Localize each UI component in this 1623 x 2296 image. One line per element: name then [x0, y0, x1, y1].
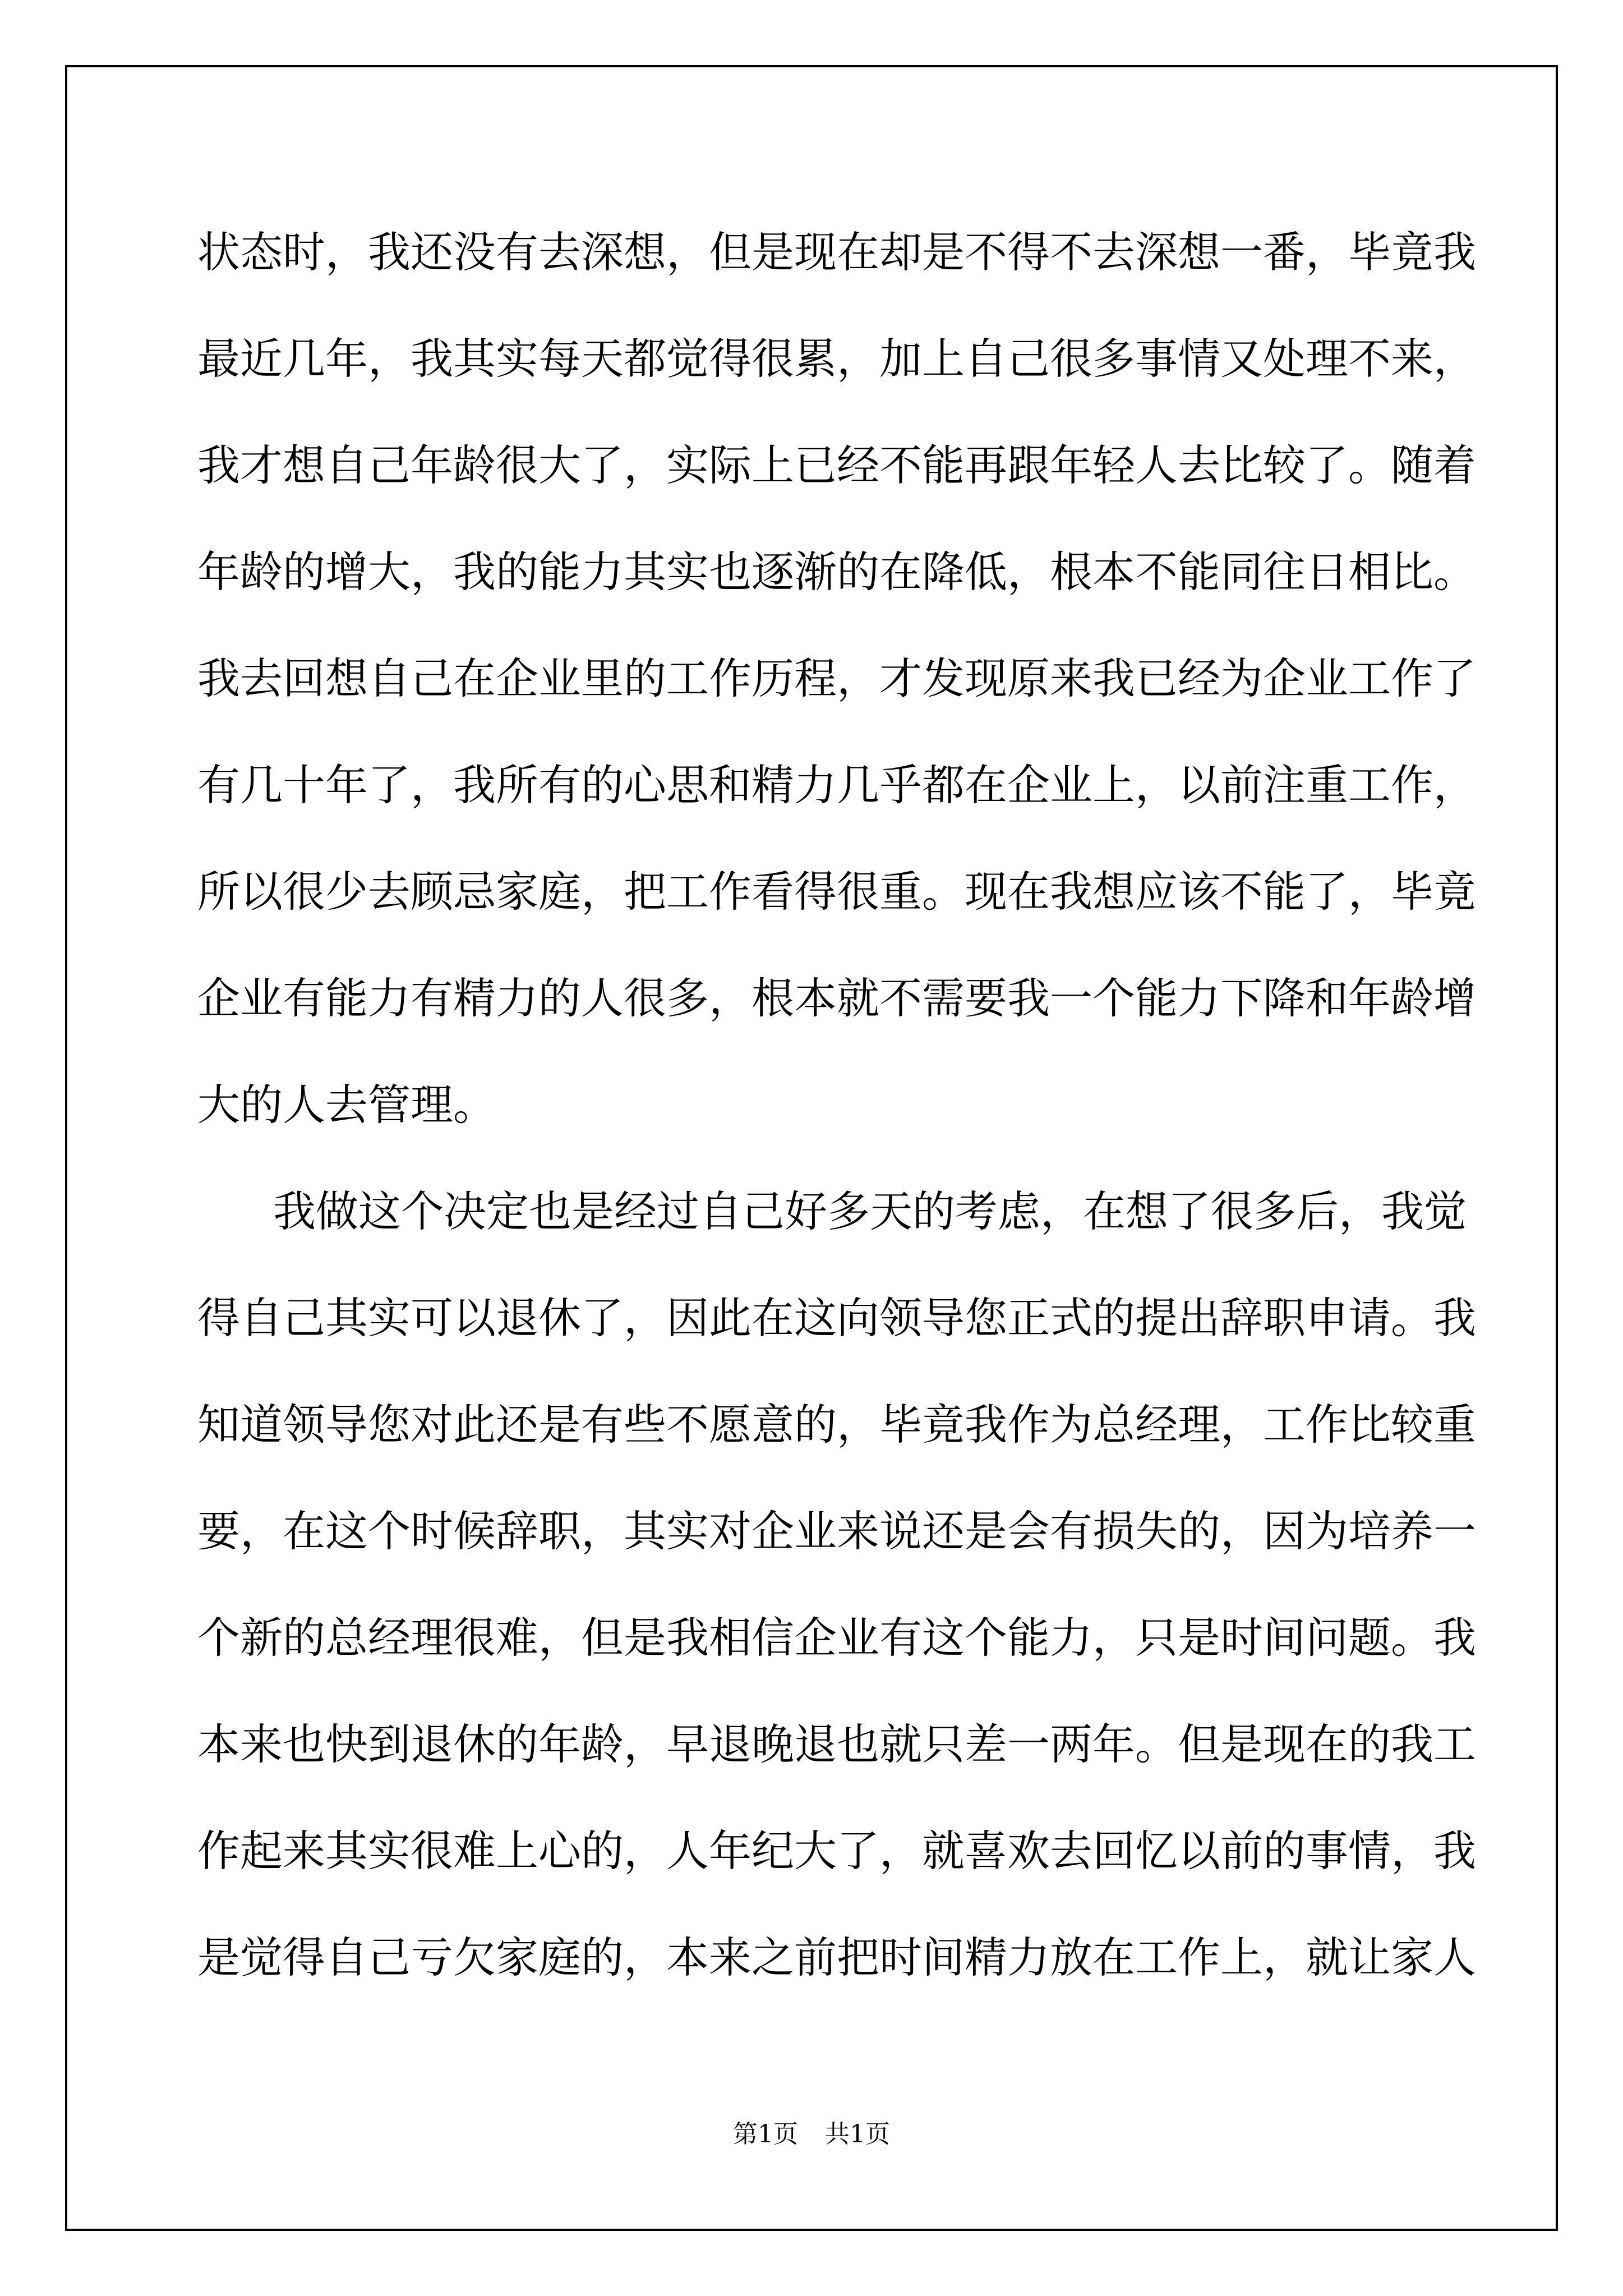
- body-line: 知道领导您对此还是有些不愿意的，毕竟我作为总经理，工作比较重: [197, 1400, 1476, 1450]
- body-line: 我做这个决定也是经过自己好多天的考虑，在想了很多后，我觉: [273, 1186, 1467, 1236]
- body-line: 最近几年，我其实每天都觉得很累，加上自己很多事情又处理不来，: [197, 334, 1476, 384]
- body-line: 要，在这个时候辞职，其实对企业来说还是会有损失的，因为培养一: [197, 1506, 1476, 1556]
- body-line: 所以很少去顾忌家庭，把工作看得很重。现在我想应该不能了，毕竟: [197, 867, 1476, 917]
- body-line: 是觉得自己亏欠家庭的，本来之前把时间精力放在工作上，就让家人: [197, 1932, 1476, 1982]
- body-line: 作起来其实很难上心的，人年纪大了，就喜欢去回忆以前的事情，我: [197, 1826, 1476, 1876]
- body-line: 得自己其实可以退休了，因此在这向领导您正式的提出辞职申请。我: [197, 1293, 1476, 1343]
- body-line: 有几十年了，我所有的心思和精力几乎都在企业上，以前注重工作，: [197, 760, 1476, 810]
- page-footer: [0, 2118, 1623, 2151]
- body-line: 我才想自己年龄很大了，实际上已经不能再跟年轻人去比较了。随着: [197, 440, 1476, 490]
- body-line: 个新的总经理很难，但是我相信企业有这个能力，只是时间问题。我: [197, 1613, 1476, 1663]
- page-number: 第1页: [733, 2120, 798, 2148]
- body-line: 本来也快到退休的年龄，早退晚退也就只差一两年。但是现在的我工: [197, 1719, 1476, 1769]
- body-line: 企业有能力有精力的人很多，根本就不需要我一个能力下降和年龄增: [197, 973, 1476, 1023]
- page-total: 共1页: [825, 2120, 890, 2148]
- body-line: 大的人去管理。: [197, 1080, 496, 1130]
- body-line: 年龄的增大，我的能力其实也逐渐的在降低，根本不能同往日相比。: [197, 547, 1476, 597]
- body-line: 我去回想自己在企业里的工作历程，才发现原来我已经为企业工作了: [197, 654, 1476, 703]
- body-line: 状态时，我还没有去深想，但是现在却是不得不去深想一番，毕竟我: [197, 227, 1476, 277]
